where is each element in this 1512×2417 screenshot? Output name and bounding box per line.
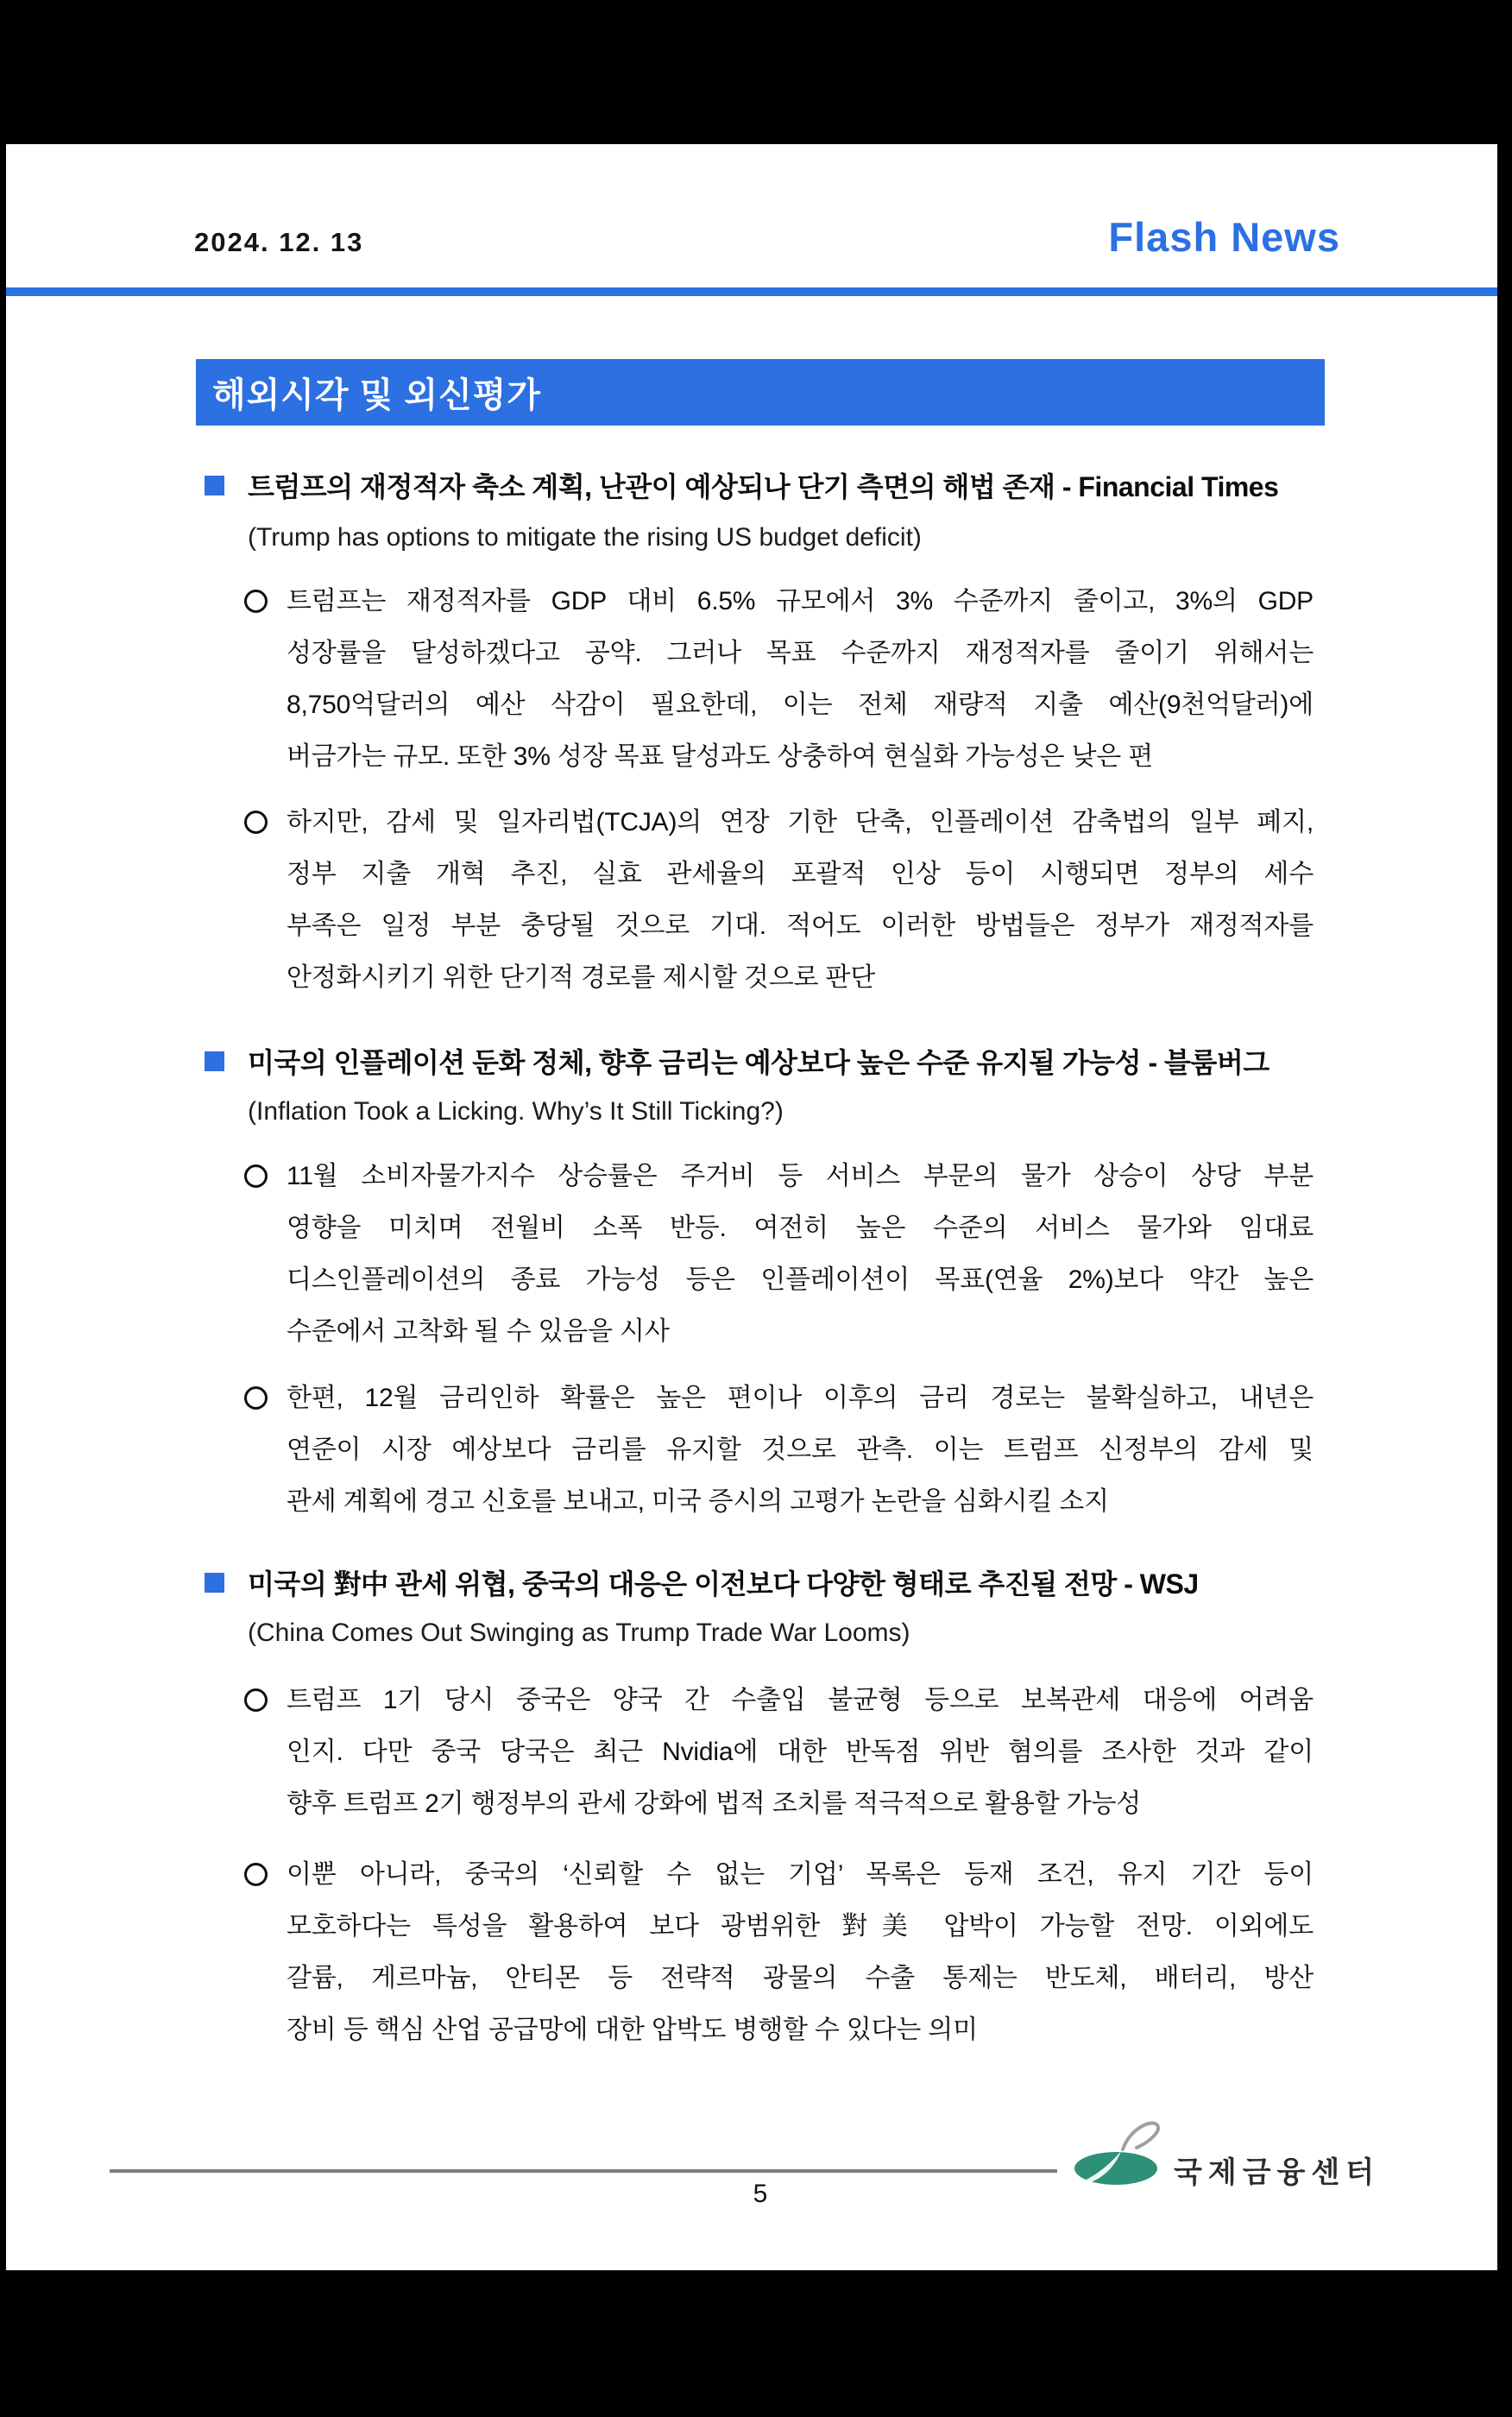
bullet-text [287,1373,1314,1528]
bullet-item [244,1849,1315,2056]
bullet-line: 하지만, 감세 및 일자리법(TCJA)의 연장 기한 단축, 인플레이션 감축법의 일부 폐지, [287,808,1314,836]
article-2-subtitle: (Inflation Took a Licking. Why’s It Still Ticking?) [248,1097,784,1126]
square-bullet-icon [205,1573,224,1593]
circle-bullet-icon [244,1164,268,1188]
bullet-line: 트럼프 1기 당시 중국은 양국 간 수출입 불균형 등으로 보복관세 대응에 어려움 [287,1686,1314,1714]
bullet-line: 갈륨, 게르마늄, 안티몬 등 전략적 광물의 수출 통제는 반도체, 배터리, 방산 [287,1964,1314,1992]
bullet-text [287,1849,1314,2056]
page-number: 5 [753,2180,768,2208]
article-1-subtitle: (Trump has options to mitigate the rising US budget deficit) [248,523,922,552]
article-2-title: 미국의 인플레이션 둔화 정체, 향후 금리는 예상보다 높은 수준 유지될 가능성 - 블룸버그 [248,1047,1269,1078]
bullet-text [287,797,1314,1004]
bullet-text [287,576,1314,783]
bullet-line: 인지. 다만 중국 당국은 최근 Nvidia에 대한 반독점 위반 혐의를 조사한 것과 같이 [287,1738,1314,1766]
section-title: 해외시각 및 외신평가 [212,376,541,414]
bullet-line: 8,750억달러의 예산 삭감이 필요한데, 이는 전체 재량적 지출 예산(9천억달러)에 [287,691,1314,719]
bullet-line: 정부 지출 개혁 추진, 실효 관세율의 포괄적 인상 등이 시행되면 정부의 세수 [287,860,1314,888]
bullet-line: 연준이 시장 예상보다 금리를 유지할 것으로 관측. 이는 트럼프 신정부의 감세 및 [287,1436,1314,1464]
bullet-line: 한편, 12월 금리인하 확률은 높은 편이나 이후의 금리 경로는 불확실하고, 내년은 [287,1384,1314,1412]
bullet-line: 장비 등 핵심 산업 공급망에 대한 압박도 병행할 수 있다는 의미 [287,2016,978,2044]
bullet-item [244,1373,1315,1528]
circle-bullet-icon [244,1386,268,1410]
report-brand-title: Flash News [1108,214,1340,260]
bullet-text [287,1675,1314,1830]
circle-bullet-icon [244,1863,268,1886]
article-3-title-row [205,1562,1199,1602]
article-3-title: 미국의 對中 관세 위협, 중국의 대응은 이전보다 다양한 형태로 추진될 전망 - WSJ [248,1568,1199,1600]
bullet-line: 수준에서 고착화 될 수 있음을 시사 [287,1317,670,1346]
logo-globe-icon [1073,2118,1162,2187]
article-1-title-row [205,465,1278,505]
logo-text: 국제금융센터 [1174,2156,1381,2189]
square-bullet-icon [205,1051,224,1071]
bullet-item [244,1675,1315,1830]
circle-bullet-icon [244,590,268,613]
bullet-line: 트럼프는 재정적자를 GDP 대비 6.5% 규모에서 3% 수준까지 줄이고, 3%의 GDP [287,587,1314,615]
bullet-line: 성장률을 달성하겠다고 공약. 그러나 목표 수준까지 재정적자를 줄이기 위해서는 [287,639,1314,667]
bullet-text [287,1151,1314,1358]
bullet-item [244,576,1315,783]
report-date: 2024. 12. 13 [194,227,364,257]
bullet-line: 안정화시키기 위한 단기적 경로를 제시할 것으로 판단 [287,963,875,992]
bullet-line: 영향을 미치며 전월비 소폭 반등. 여전히 높은 수준의 서비스 물가와 임대료 [287,1214,1314,1242]
circle-bullet-icon [244,811,268,834]
bullet-line: 11월 소비자물가지수 상승률은 주거비 등 서비스 부문의 물가 상승이 상당 부분 [287,1162,1314,1190]
bullet-line: 모호하다는 특성을 활용하여 보다 광범위한 對美 압박이 가능할 전망. 이외에도 [287,1912,1314,1941]
article-1-title: 트럼프의 재정적자 축소 계획, 난관이 예상되나 단기 측면의 해법 존재 - Financial Times [248,471,1279,502]
footer-divider [110,2169,1057,2173]
bullet-line: 디스인플레이션의 종료 가능성 등은 인플레이션이 목표(연율 2%)보다 약간 높은 [287,1265,1314,1294]
article-3-subtitle: (China Comes Out Swinging as Trump Trade War Looms) [248,1619,910,1647]
circle-bullet-icon [244,1688,268,1712]
article-2-title-row [205,1041,1269,1081]
square-bullet-icon [205,476,224,495]
bullet-item [244,797,1315,1004]
bullet-item [244,1151,1315,1358]
bullet-line: 향후 트럼프 2기 행정부의 관세 강화에 법적 조치를 적극적으로 활용할 가능성 [287,1789,1142,1818]
bullet-line: 버금가는 규모. 또한 3% 성장 목표 달성과도 상충하여 현실화 가능성은 낮은 편 [287,742,1153,771]
document-page [6,144,1497,2270]
header-divider [6,287,1497,296]
kcif-logo [1073,2118,1162,2187]
bullet-line: 이뿐 아니라, 중국의 ‘신뢰할 수 없는 기업’ 목록은 등재 조건, 유지 기간 등이 [287,1860,1314,1889]
section-header-bar [196,359,1325,426]
bullet-line: 부족은 일정 부분 충당될 것으로 기대. 적어도 이러한 방법들은 정부가 재정적자를 [287,912,1314,940]
bullet-line: 관세 계획에 경고 신호를 보내고, 미국 증시의 고평가 논란을 심화시킬 소지 [287,1487,1109,1516]
